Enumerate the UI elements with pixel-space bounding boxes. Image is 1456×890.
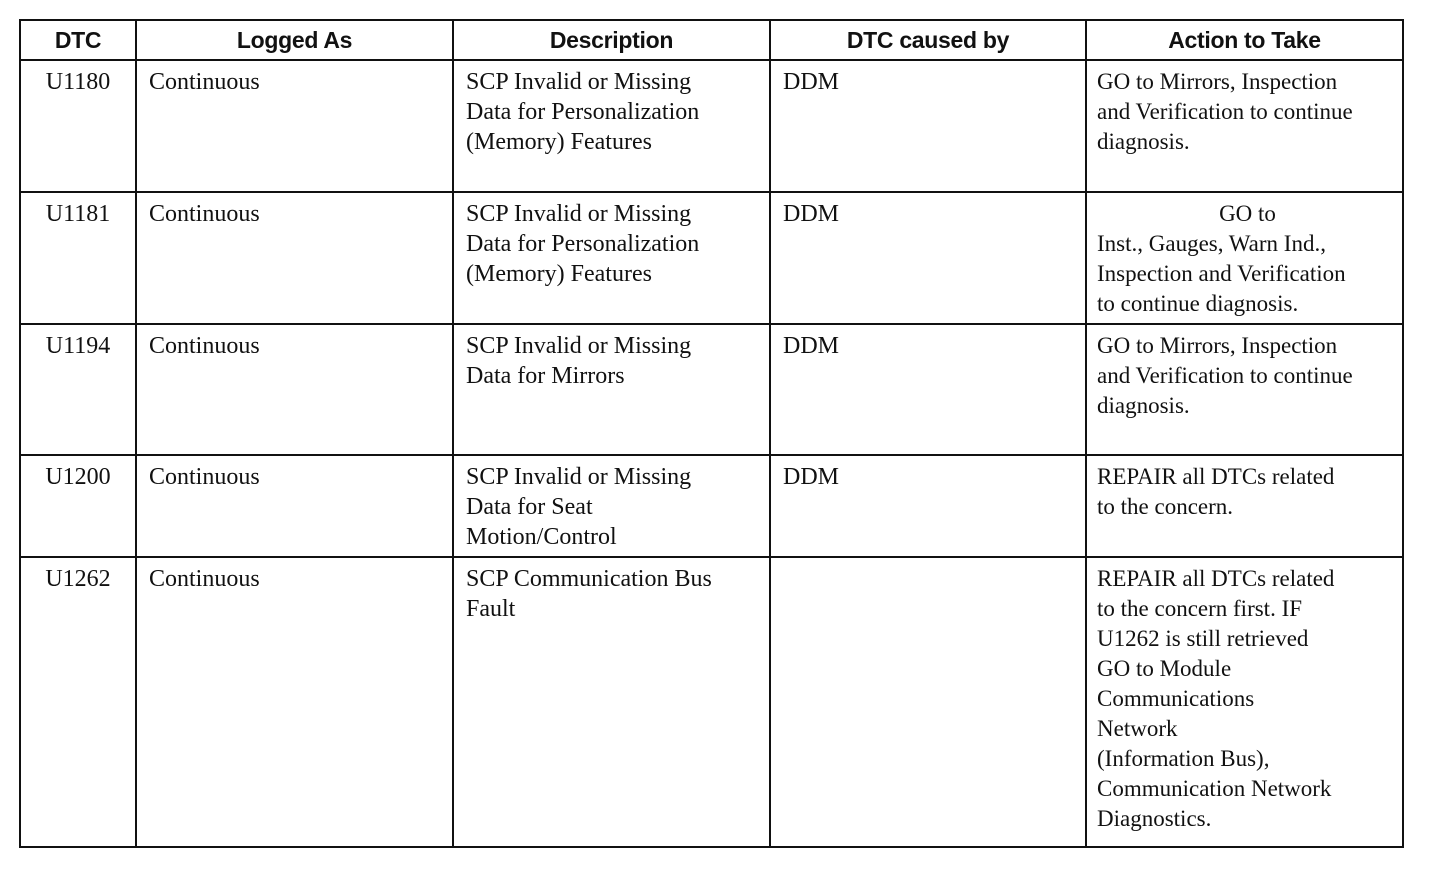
action-line: Communication Network — [1097, 776, 1332, 801]
action-line: GO to Mirrors, Inspection — [1097, 333, 1338, 358]
table-row — [20, 455, 1403, 557]
table-row — [20, 60, 1403, 192]
header-logged-as: Logged As — [136, 20, 453, 60]
cell-action — [1086, 60, 1403, 192]
cell-description — [453, 557, 770, 847]
table-row — [20, 324, 1403, 455]
table-header-row — [20, 20, 1403, 60]
action-line: (Information Bus), — [1097, 746, 1270, 771]
cell-description — [453, 60, 770, 192]
cell-caused-by: DDM — [770, 455, 1086, 557]
action-line: diagnosis. — [1097, 129, 1190, 154]
description-line: SCP Invalid or Missing — [466, 201, 692, 227]
cell-dtc: U1180 — [20, 60, 136, 192]
cell-caused-by — [770, 557, 1086, 847]
cell-dtc: U1181 — [20, 192, 136, 324]
cell-action — [1086, 192, 1403, 324]
cell-logged-as: Continuous — [136, 324, 453, 455]
action-line: to the concern first. IF — [1097, 596, 1303, 621]
description-line: Fault — [466, 596, 516, 622]
action-line: and Verification to continue — [1097, 363, 1353, 388]
action-line: diagnosis. — [1097, 393, 1190, 418]
cell-action — [1086, 324, 1403, 455]
action-line: GO to Mirrors, Inspection — [1097, 69, 1338, 94]
header-caused-by: DTC caused by — [770, 20, 1086, 60]
description-line: SCP Invalid or Missing — [466, 333, 692, 359]
description-line: Data for Seat — [466, 494, 593, 520]
action-line: REPAIR all DTCs related — [1097, 566, 1335, 591]
header-action: Action to Take — [1086, 20, 1403, 60]
dtc-table — [19, 19, 1404, 848]
description-line: SCP Communication Bus — [466, 566, 712, 592]
cell-description — [453, 192, 770, 324]
cell-dtc: U1194 — [20, 324, 136, 455]
action-line: REPAIR all DTCs related — [1097, 464, 1335, 489]
action-line: to the concern. — [1097, 494, 1234, 519]
header-description: Description — [453, 20, 770, 60]
header-dtc: DTC — [20, 20, 136, 60]
cell-logged-as: Continuous — [136, 60, 453, 192]
table-row — [20, 557, 1403, 847]
action-line: Network — [1097, 716, 1178, 741]
action-line: Diagnostics. — [1097, 806, 1212, 831]
cell-description — [453, 455, 770, 557]
description-line: Data for Mirrors — [466, 363, 625, 389]
table-row — [20, 192, 1403, 324]
description-line: Motion/Control — [466, 524, 617, 550]
action-line: GO to — [1219, 201, 1276, 226]
action-line: Inst., Gauges, Warn Ind., — [1097, 231, 1326, 256]
cell-caused-by: DDM — [770, 60, 1086, 192]
cell-dtc: U1262 — [20, 557, 136, 847]
action-line: Inspection and Verification — [1097, 261, 1346, 286]
action-line: to continue diagnosis. — [1097, 291, 1299, 316]
description-line: SCP Invalid or Missing — [466, 464, 692, 490]
cell-dtc: U1200 — [20, 455, 136, 557]
cell-action — [1086, 557, 1403, 847]
description-line: SCP Invalid or Missing — [466, 69, 692, 95]
cell-caused-by: DDM — [770, 192, 1086, 324]
description-line: (Memory) Features — [466, 129, 652, 155]
description-line: Data for Personalization — [466, 231, 700, 257]
action-line: Communications — [1097, 686, 1255, 711]
cell-description — [453, 324, 770, 455]
description-line: (Memory) Features — [466, 261, 652, 287]
action-line: and Verification to continue — [1097, 99, 1353, 124]
cell-action — [1086, 455, 1403, 557]
action-line: GO to Module — [1097, 656, 1232, 681]
cell-logged-as: Continuous — [136, 557, 453, 847]
description-line: Data for Personalization — [466, 99, 700, 125]
action-line: U1262 is still retrieved — [1097, 626, 1309, 651]
cell-caused-by: DDM — [770, 324, 1086, 455]
cell-logged-as: Continuous — [136, 192, 453, 324]
cell-logged-as: Continuous — [136, 455, 453, 557]
